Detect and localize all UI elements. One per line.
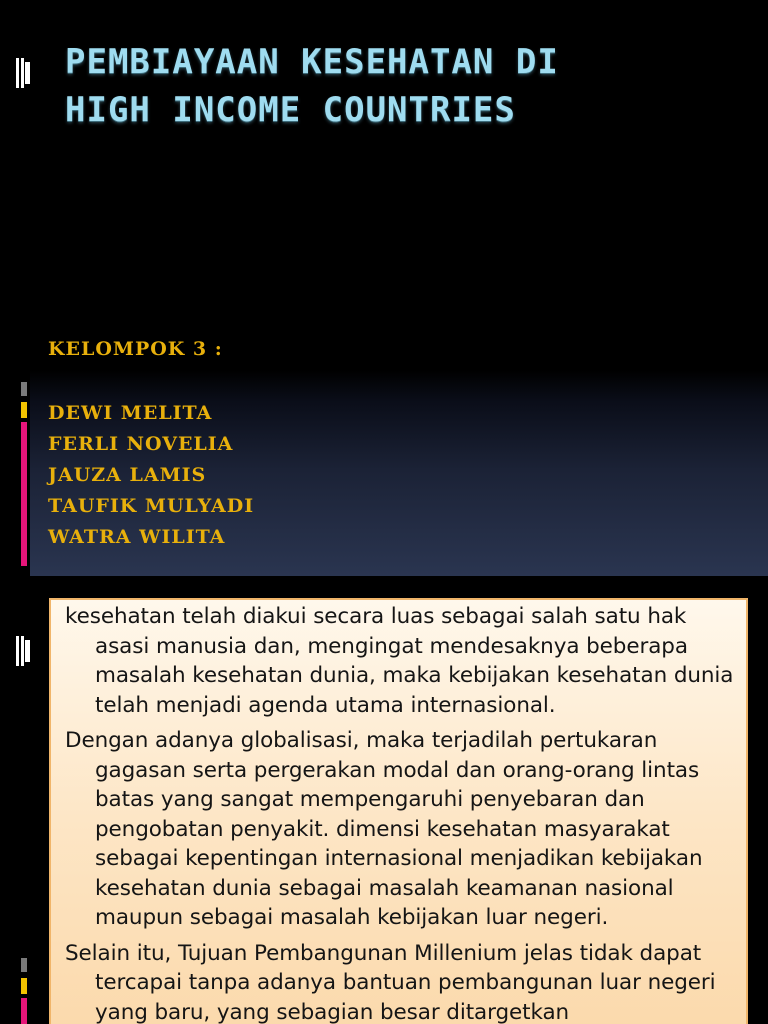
- content-paragraph: kesehatan telah diakui secara luas sebagai salah satu hak asasi manusia dan, mengingat mendesaknya beberapa masalah kesehatan dunia, maka kebijakan kesehatan dunia telah menjadi agenda utama internasional.: [65, 604, 734, 718]
- content-paragraph: Selain itu, Tujuan Pembangunan Millenium jelas tidak dapat tercapai tanpa adanya bantuan pembangunan luar negeri yang baru, yang sebagian besar ditargetkan: [65, 940, 716, 1024]
- member-name: WATRA WILITA: [48, 526, 226, 548]
- slide2-left-marker: [16, 636, 30, 666]
- member-name: JAUZA LAMIS: [48, 464, 207, 486]
- content-text-box: [49, 598, 748, 1024]
- group-label: KELOMPOK 3 :: [48, 338, 223, 360]
- slide-title: [65, 38, 559, 134]
- slide-title-line-1: PEMBIAYAAN KESEHATAN DI: [65, 42, 559, 82]
- member-name: FERLI NOVELIA: [48, 433, 234, 455]
- slide2-accent-bars: [21, 958, 27, 1024]
- slide1-left-marker: [16, 58, 30, 88]
- slide-title-line-2: HIGH INCOME COUNTRIES: [65, 90, 516, 130]
- member-name: TAUFIK MULYADI: [48, 495, 255, 517]
- slide1-accent-bars: [21, 382, 27, 566]
- title-slide: [30, 0, 768, 576]
- member-name: DEWI MELITA: [48, 402, 213, 424]
- content-paragraph: Dengan adanya globalisasi, maka terjadilah pertukaran gagasan serta pergerakan modal dan orang-orang lintas batas yang sangat mempengaruhi penyebaran dan pengobatan penyakit. dimensi kesehatan masyarakat sebagai kepentingan internasional menjadikan kebijakan kesehatan dunia sebagai masalah keamanan nasional maupun sebagai masalah kebijakan luar negeri.: [65, 728, 703, 930]
- member-list: [48, 398, 254, 553]
- content-slide: [30, 576, 768, 1024]
